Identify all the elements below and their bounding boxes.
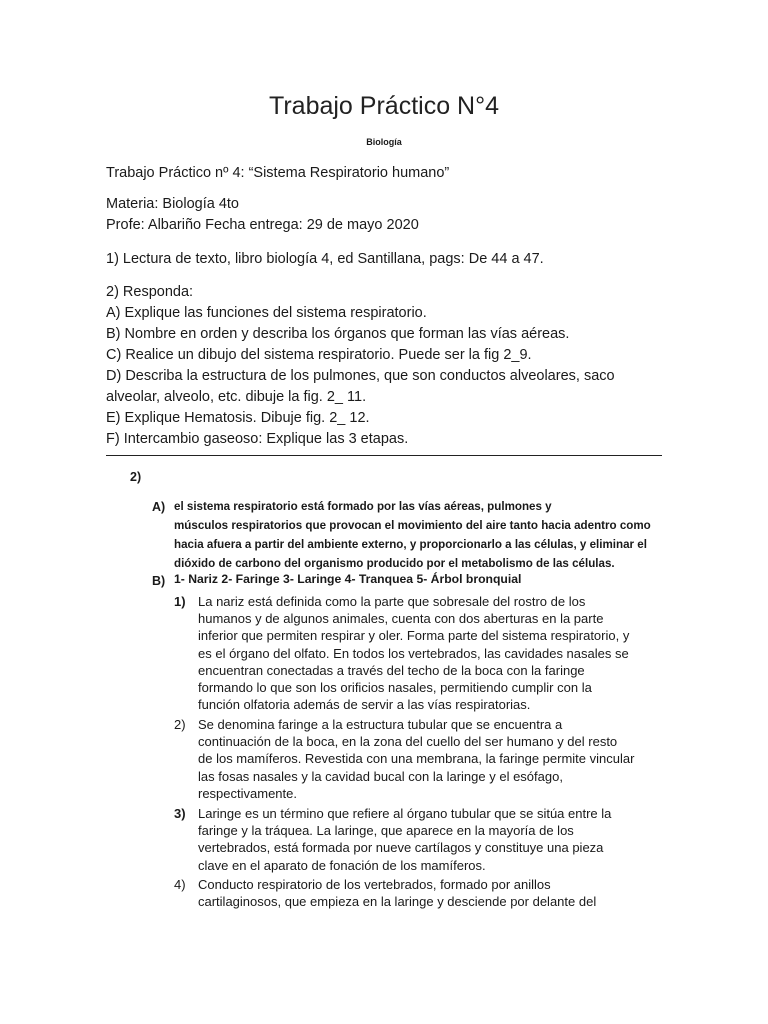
question-2-item: A) Explique las funciones del sistema respiratorio. bbox=[106, 305, 427, 321]
item-text bbox=[198, 805, 666, 874]
question-2 bbox=[106, 282, 666, 450]
answer-b-label: B) bbox=[152, 574, 166, 588]
question-2-item: F) Intercambio gaseoso: Explique las 3 etapas. bbox=[106, 431, 409, 447]
question-1: 1) Lectura de texto, libro biología 4, ed Santillana, pags: De 44 a 47. bbox=[106, 251, 544, 267]
item-line: clave en el aparato de fonación de los mamíferos. bbox=[198, 857, 486, 873]
item-line: cartilaginosos, que empieza en la laringe y desciende por delante del bbox=[198, 894, 597, 910]
item-text bbox=[198, 716, 666, 802]
question-2-item: D) Describa la estructura de los pulmones, que son conductos alveolares, saco bbox=[106, 368, 615, 384]
answer-a-line: hacia afuera a partir del ambiente externo, y proporcionarlo a las células, y eliminar el bbox=[174, 538, 647, 551]
profe-line: Profe: Albariño Fecha entrega: 29 de mayo 2020 bbox=[106, 217, 419, 233]
item-line: inferior que permiten respirar y oler. Forma parte del sistema respiratorio, y bbox=[198, 628, 630, 644]
item-line: faringe y la tráquea. La laringe, que aparece en la mayoría de los bbox=[198, 823, 574, 839]
assignment-header: Trabajo Práctico nº 4: “Sistema Respiratorio humano” bbox=[106, 165, 450, 181]
item-line: de los mamíferos. Revestida con una membrana, la faringe permite vincular bbox=[198, 751, 635, 767]
question-2-heading: 2) Responda: bbox=[106, 284, 194, 300]
answer-a-line: dióxido de carbono del organismo producido por el metabolismo de las células. bbox=[174, 557, 615, 570]
item-line: vertebrados, está formada por nueve cartílagos y constituye una pieza bbox=[198, 840, 604, 856]
item-line: formando lo que son los orificios nasales, permitiendo cumplir con la bbox=[198, 680, 592, 696]
page-title: Trabajo Práctico N°4 bbox=[269, 92, 499, 120]
item-line: es el órgano del olfato. En todos los vertebrados, las cavidades nasales se bbox=[198, 645, 629, 661]
item-line: humanos y de algunos animales, cuenta con dos aberturas en la parte bbox=[198, 611, 604, 627]
item-number: 2) bbox=[174, 717, 186, 732]
answer-a-line: el sistema respiratorio está formado por las vías aéreas, pulmones y bbox=[174, 500, 552, 513]
question-2-item: B) Nombre en orden y describa los órganos que forman las vías aéreas. bbox=[106, 326, 570, 342]
item-line: respectivamente. bbox=[198, 785, 297, 801]
item-line: encuentran conectadas a través del techo de la boca con la faringe bbox=[198, 662, 585, 678]
answer-a-line: músculos respiratorios que provocan el movimiento del aire tanto hacia adentro como bbox=[174, 519, 651, 532]
answer-b-text: 1- Nariz 2- Faringe 3- Laringe 4- Tranquea 5- Árbol bronquial bbox=[174, 572, 522, 586]
item-number: 3) bbox=[174, 806, 186, 821]
materia-line: Materia: Biología 4to bbox=[106, 196, 239, 212]
question-2-item: E) Explique Hematosis. Dibuje fig. 2_ 12. bbox=[106, 410, 370, 426]
item-number: 4) bbox=[174, 877, 186, 892]
answers-number: 2) bbox=[130, 470, 142, 484]
question-2-item: alveolar, alveolo, etc. dibuje la fig. 2_ 11. bbox=[106, 389, 367, 405]
answer-a-text bbox=[174, 497, 674, 573]
item-number: 1) bbox=[174, 594, 186, 609]
divider-line bbox=[106, 455, 662, 456]
item-line: función olfatoria además de servir a las vías respiratorias. bbox=[198, 697, 531, 713]
item-text bbox=[198, 593, 666, 713]
item-line: La nariz está definida como la parte que sobresale del rostro de los bbox=[198, 594, 586, 609]
subject-label: Biología bbox=[366, 137, 402, 147]
item-line: Conducto respiratorio de los vertebrados, formado por anillos bbox=[198, 877, 551, 892]
question-2-item: C) Realice un dibujo del sistema respiratorio. Puede ser la fig 2_9. bbox=[106, 347, 532, 363]
item-text bbox=[198, 876, 666, 910]
item-line: Laringe es un término que refiere al órgano tubular que se sitúa entre la bbox=[198, 806, 612, 821]
item-line: las fosas nasales y la cavidad bucal con la laringe y el esófago, bbox=[198, 768, 563, 784]
answer-a-label: A) bbox=[152, 500, 166, 514]
assignment-meta bbox=[106, 194, 666, 236]
item-line: Se denomina faringe a la estructura tubular que se encuentra a bbox=[198, 717, 563, 732]
item-line: continuación de la boca, en la zona del cuello del ser humano y del resto bbox=[198, 734, 618, 750]
